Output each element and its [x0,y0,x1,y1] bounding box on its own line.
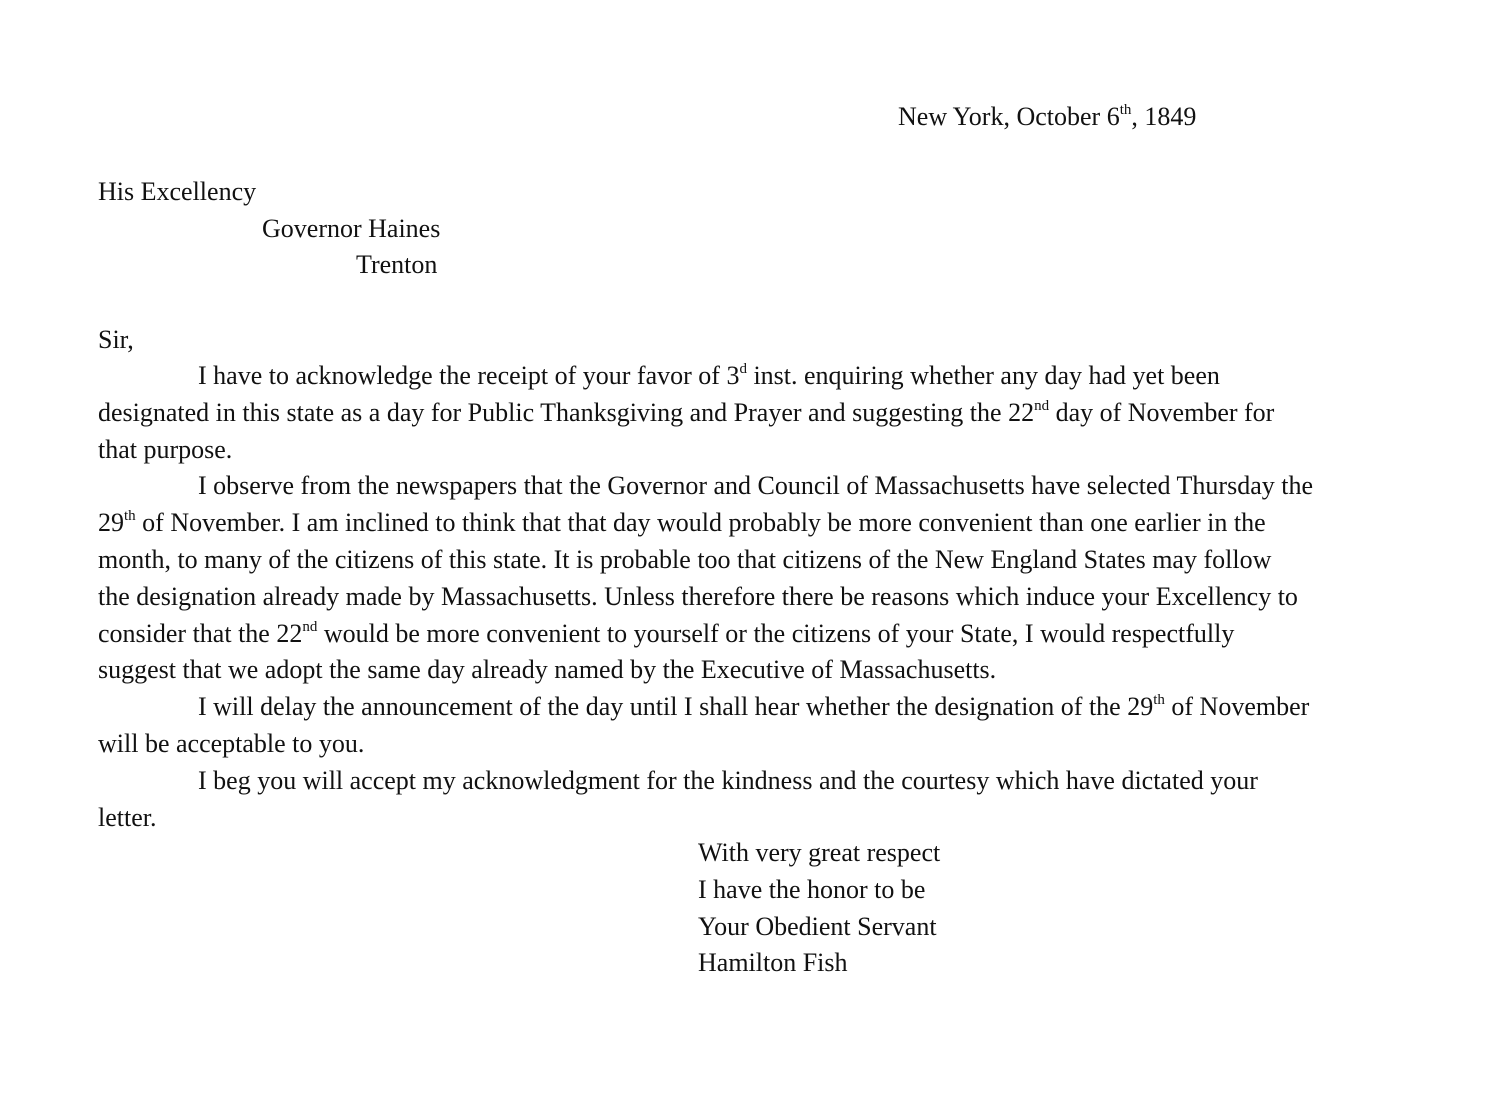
dateline-year: , 1849 [1131,102,1197,131]
salutation: Sir, [98,325,134,354]
paragraph-3 [98,689,1398,763]
address-line-3: Trenton [356,250,438,279]
superscript: nd [1034,397,1050,414]
superscript: th [124,508,136,525]
text-run: of November. I am inclined to think that that day would probably be more convenient than one earlier in the [135,508,1266,538]
signature-name: Hamilton Fish [698,948,848,978]
superscript: nd [302,618,318,635]
dateline-text: New York, October 6 [898,102,1120,131]
body-line [98,505,1398,542]
text-run: inst. enquiring whether any day had yet been [746,361,1220,390]
body-line: month, to many of the citizens of this state. It is probable too that citizens of the New England States may follow [98,544,1272,574]
text-run: would be more convenient to yourself or the citizens of your State, I would respectfully [317,618,1235,648]
superscript: d [739,361,747,377]
body-line: suggest that we adopt the same day already named by the Executive of Massachusetts. [98,655,997,685]
body-line [98,358,1398,395]
body-line: letter. [98,802,157,832]
text-run: I will delay the announcement of the day until I shall hear whether the designation of the 29 [198,692,1154,722]
body-line: I observe from the newspapers that the Governor and Council of Massachusetts have selected Thursday the [198,471,1314,501]
address-line-2: Governor Haines [262,214,441,243]
dateline-superscript: th [1119,102,1132,118]
text-run: day of November for [1049,397,1275,427]
body-line: the designation already made by Massachusetts. Unless therefore there be reasons which induce your Excellency to [98,581,1298,611]
letter-body [98,358,1398,836]
address-line-1: His Excellency [98,177,257,206]
body-line: that purpose. [98,434,233,464]
dateline [898,99,1196,136]
body-line [98,689,1398,726]
text-run: of November [1164,692,1310,722]
body-line [98,616,1398,653]
text-run: 29 [98,508,124,538]
paragraph-2 [98,468,1398,689]
body-line [98,395,1398,432]
closing-line-2: I have the honor to be [698,874,926,904]
closing-block [698,835,940,982]
closing-line-1: With very great respect [698,838,941,867]
paragraph-4 [98,763,1398,837]
text-run: I have to acknowledge the receipt of your favor of 3 [198,361,740,390]
text-run: designated in this state as a day for Public Thanksgiving and Prayer and suggesting the 22 [98,397,1035,427]
closing-line-3: Your Obedient Servant [698,911,937,941]
text-run: consider that the 22 [98,618,303,648]
superscript: th [1153,692,1165,709]
body-line: will be acceptable to you. [98,728,365,758]
paragraph-1 [98,358,1398,468]
body-line: I beg you will accept my acknowledgment for the kindness and the courtesy which have dictated your [198,765,1258,795]
